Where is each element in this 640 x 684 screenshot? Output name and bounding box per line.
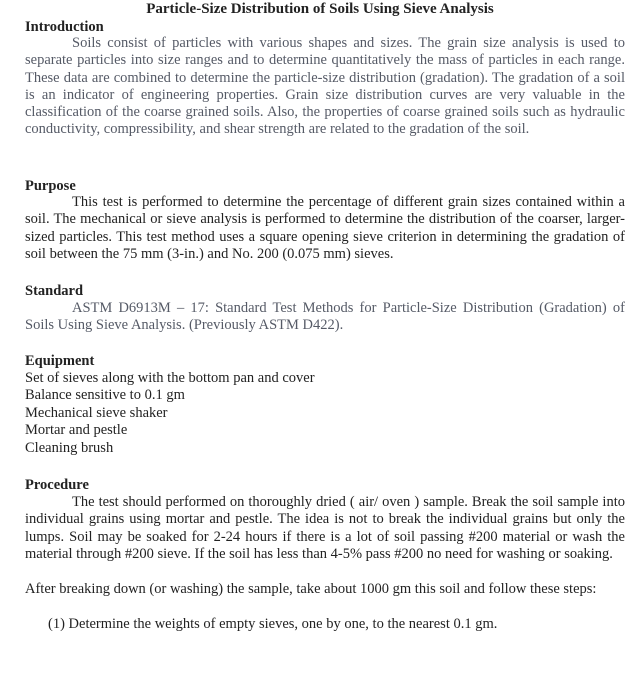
procedure-paragraph-2: After breaking down (or washing) the sample, take about 1000 gm this soil and follow these steps: [25,581,597,597]
purpose-paragraph: This test is performed to determine the percentage of different grain sizes contained within a soil. The mechanical or sieve analysis is performed to determine the distribution of the coarser, larger-sized particles. This test method uses a square opening sieve criterion in determining the gradation of soil between the 75 mm (3-in.) and No. 200 (0.075 mm) sieves. [25,194,625,262]
equipment-item: Cleaning brush [25,439,114,456]
standard-heading: Standard [25,283,84,299]
equipment-item: Mortar and pestle [25,422,128,439]
procedure-heading: Procedure [25,477,89,493]
equipment-list [25,370,625,457]
document-title: Particle-Size Distribution of Soils Using Sieve Analysis [146,1,494,17]
procedure-step: (1) Determine the weights of empty sieves, one by one, to the nearest 0.1 gm. [48,616,498,632]
purpose-heading: Purpose [25,178,76,194]
introduction-heading: Introduction [25,19,104,35]
procedure-paragraph: The test should performed on thoroughly dried ( air/ oven ) sample. Break the soil sample into individual grains using mortar and pestle. The idea is not to break the individual grains but only the lumps. Soil may be soaked for 2-24 hours if there is a lot of soil passing #200 material or wash the material through #200 sieve. If the soil has less than 4-5% pass #200 no need for washing or soaking. [25,494,625,562]
equipment-item: Mechanical sieve shaker [25,404,168,421]
standard-paragraph: ASTM D6913M – 17: Standard Test Methods for Particle-Size Distribution (Gradation) of Soils Using Sieve Analysis. (Previously ASTM D422). [25,300,625,334]
introduction-paragraph: Soils consist of particles with various shapes and sizes. The grain size analysis is used to separate particles into size ranges and to determine quantitatively the mass of particles in each range. These data are combined to determine the particle-size distribution (gradation). The gradation of a soil is an indicator of engineering properties. Grain size distribution curves are very valuable in the classification of the coarse grained soils. Also, the properties of coarse grained soils such as hydraulic conductivity, compressibility, and shear strength are related to the gradation of the soil. [25,35,625,138]
equipment-heading: Equipment [25,353,95,369]
equipment-item: Set of sieves along with the bottom pan and cover [25,370,315,386]
equipment-item: Balance sensitive to 0.1 gm [25,387,185,404]
